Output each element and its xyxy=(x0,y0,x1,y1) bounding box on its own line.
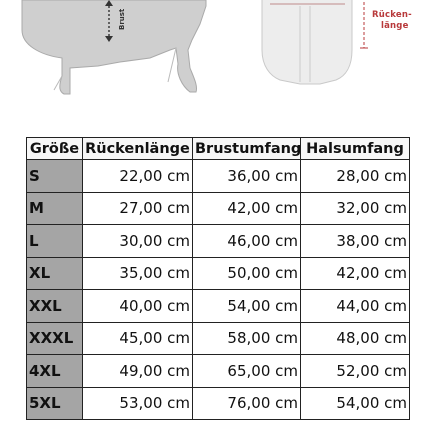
chest-cell: 46,00 cm xyxy=(193,225,301,258)
back-length-cell: 35,00 cm xyxy=(83,257,193,290)
back-length-cell: 40,00 cm xyxy=(83,290,193,323)
neck-cell: 42,00 cm xyxy=(301,257,410,290)
header-neck: Halsumfang xyxy=(301,138,410,160)
table-header-row xyxy=(27,138,410,160)
size-cell: XXXL xyxy=(27,322,83,355)
table-row xyxy=(27,322,410,355)
table-row xyxy=(27,257,410,290)
neck-cell: 38,00 cm xyxy=(301,225,410,258)
chest-label: Brust xyxy=(118,8,126,30)
chest-cell: 54,00 cm xyxy=(193,290,301,323)
back-length-cell: 30,00 cm xyxy=(83,225,193,258)
neck-cell: 32,00 cm xyxy=(301,192,410,225)
chest-cell: 65,00 cm xyxy=(193,355,301,388)
neck-cell: 54,00 cm xyxy=(301,387,410,420)
back-length-label-line1: Rücken- xyxy=(372,10,412,20)
chest-cell: 76,00 cm xyxy=(193,387,301,420)
neck-cell: 52,00 cm xyxy=(301,355,410,388)
back-length-cell: 27,00 cm xyxy=(83,192,193,225)
size-cell: M xyxy=(27,192,83,225)
back-length-cell: 45,00 cm xyxy=(83,322,193,355)
header-size: Größe xyxy=(27,138,83,160)
size-cell: S xyxy=(27,160,83,193)
table-row xyxy=(27,225,410,258)
chest-cell: 58,00 cm xyxy=(193,322,301,355)
size-cell: 4XL xyxy=(27,355,83,388)
chest-cell: 50,00 cm xyxy=(193,257,301,290)
table-row xyxy=(27,387,410,420)
neck-cell: 44,00 cm xyxy=(301,290,410,323)
neck-cell: 48,00 cm xyxy=(301,322,410,355)
size-cell: L xyxy=(27,225,83,258)
chest-cell: 36,00 cm xyxy=(193,160,301,193)
back-length-cell: 49,00 cm xyxy=(83,355,193,388)
table-row xyxy=(27,355,410,388)
table-row xyxy=(27,192,410,225)
back-length-label-line2: länge xyxy=(381,21,409,31)
table-row xyxy=(27,290,410,323)
chest-cell: 42,00 cm xyxy=(193,192,301,225)
back-length-cell: 22,00 cm xyxy=(83,160,193,193)
back-length-cell: 53,00 cm xyxy=(83,387,193,420)
size-cell: 5XL xyxy=(27,387,83,420)
dog-silhouette-icon xyxy=(22,0,206,94)
coat-illustration-icon xyxy=(262,0,368,84)
size-cell: XXL xyxy=(27,290,83,323)
size-cell: XL xyxy=(27,257,83,290)
size-table xyxy=(26,137,410,420)
header-back-length: Rückenlänge xyxy=(83,138,193,160)
header-chest: Brustumfang xyxy=(193,138,301,160)
neck-cell: 28,00 cm xyxy=(301,160,410,193)
size-illustration xyxy=(0,0,430,128)
table-row xyxy=(27,160,410,193)
